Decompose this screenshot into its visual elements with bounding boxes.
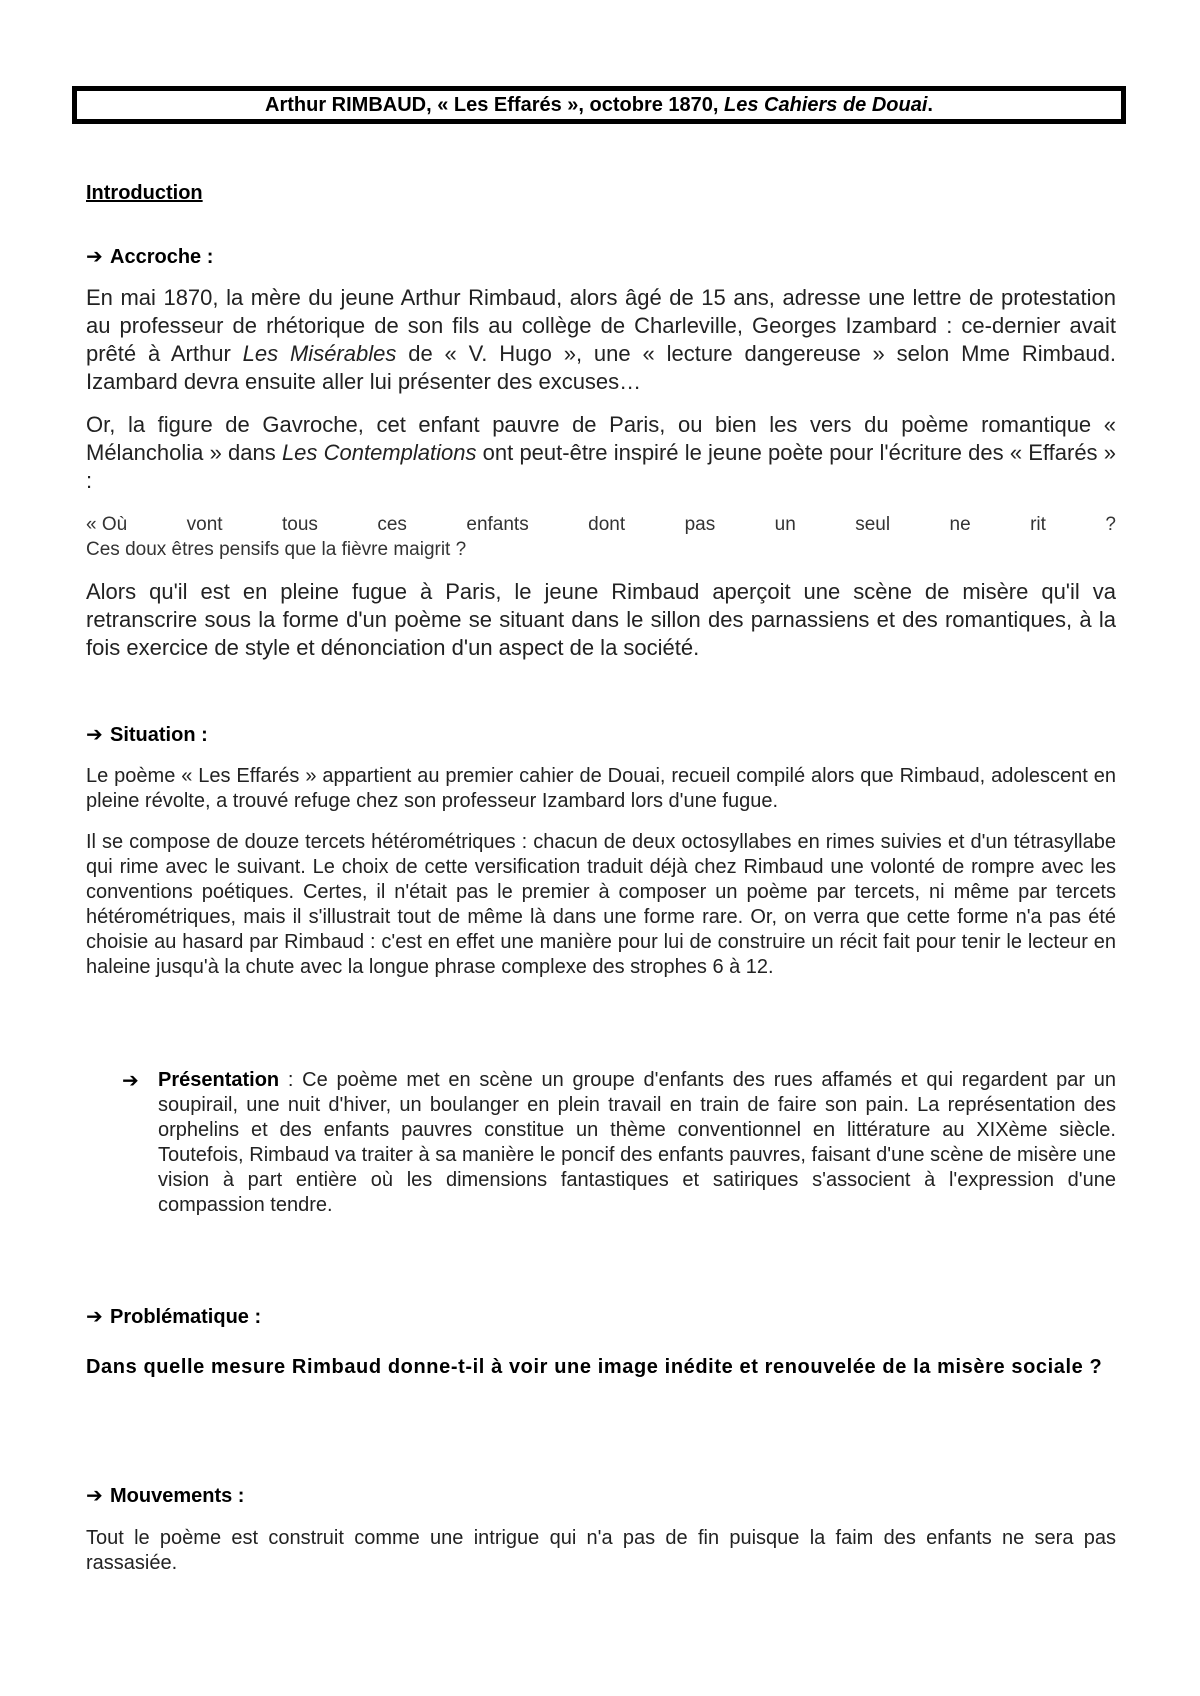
melancholia-quote xyxy=(86,512,1116,562)
quote-word: seul xyxy=(855,514,891,535)
quote-word: dont xyxy=(588,514,626,535)
accroche-heading-label: Accroche : xyxy=(110,246,214,268)
accroche-paragraph-2 xyxy=(86,411,1116,495)
quote-word: ? xyxy=(1105,514,1116,535)
mouvements-paragraph: Tout le poème est construit comme une intrigue qui n'a pas de fin puisque la faim des enfants ne sera pas rassasiée. xyxy=(86,1527,1116,1574)
arrow-right-icon: ➔ xyxy=(86,246,103,268)
accroche-p2-work: Les Contemplations xyxy=(281,440,477,465)
accroche-heading xyxy=(86,244,1116,269)
accroche-p1-end: de « V. Hugo », une « lecture dangereuse » selon Mme Rimbaud. Izambard devra ensuite aller lui présenter des excuses… xyxy=(86,341,1116,394)
quote-word: vont xyxy=(186,514,223,535)
introduction-heading: Introduction xyxy=(86,182,203,204)
quote-word: enfants xyxy=(466,514,529,535)
problematique-question: Dans quelle mesure Rimbaud donne-t-il à voir une image inédite et renouvelée de la misère sociale ? xyxy=(86,1356,1103,1378)
presentation-text xyxy=(158,1068,1116,1218)
accroche-paragraph-1 xyxy=(86,284,1116,396)
situation-heading-label: Situation : xyxy=(110,724,208,746)
quote-line-1 xyxy=(86,512,1116,537)
accroche-p2-end: ont peut-être inspiré le jeune poète pour l'écriture des « Effarés » : xyxy=(86,440,1116,493)
title-part1: Arthur RIMBAUD, « Les Effarés », octobre 1870, xyxy=(265,93,725,116)
quote-word: ces xyxy=(377,514,407,535)
accroche-p1-start: En mai 1870, la mère du jeune Arthur Rimbaud, alors âgé de 15 ans, adresse une lettre de protestation au professeur de rhétorique de son fils au collège de Charleville, Georges Izambard : ce-dernier avait prêté à Arthur xyxy=(86,285,1116,366)
problematique-heading-label: Problématique : xyxy=(110,1306,262,1328)
accroche-p2-start: Or, la figure de Gavroche, cet enfant pauvre de Paris, ou bien les vers du poème romantique « Mélancholia » dans xyxy=(86,412,1116,465)
accroche-p1-work: Les Misérables xyxy=(242,341,397,366)
title-end: . xyxy=(927,93,933,116)
arrow-right-icon: ➔ xyxy=(86,1306,103,1328)
arrow-right-icon: ➔ xyxy=(86,1485,103,1507)
accroche-paragraph-3: Alors qu'il est en pleine fugue à Paris, le jeune Rimbaud aperçoit une scène de misère qu'il va retranscrire sous la forme d'un poème se situant dans le sillon des parnassiens et des romantiques, à la fois exercice de style et dénonciation d'un aspect de la société. xyxy=(86,579,1116,660)
quote-word: rit xyxy=(1030,514,1046,535)
mouvements-heading-label: Mouvements : xyxy=(110,1485,245,1507)
arrow-right-icon: ➔ xyxy=(122,1070,139,1092)
presentation-body: : Ce poème met en scène un groupe d'enfants des rues affamés et qui regardent par un soupirail, une nuit d'hiver, un boulanger en plein travail en train de faire son pain. La représentation des orphelins et des enfants pauvres constitue un thème conventionnel en littérature au XIXème siècle. Toutefois, Rimbaud va traiter à sa manière le poncif des enfants pauvres, faisant d'une scène de misère une vision à part entière où les dimensions fantastiques et satiriques s'associent à l'expression d'une compassion tendre. xyxy=(158,1069,1116,1216)
mouvements-heading xyxy=(86,1483,1116,1508)
quote-word: « Où xyxy=(86,514,128,535)
quote-word: un xyxy=(774,514,796,535)
quote-word: ne xyxy=(949,514,971,535)
quote-word: tous xyxy=(282,514,318,535)
presentation-label: Présentation xyxy=(158,1069,280,1091)
situation-paragraph-1: Le poème « Les Effarés » appartient au premier cahier de Douai, recueil compilé alors que Rimbaud, adolescent en pleine révolte, a trouvé refuge chez son professeur Izambard lors d'une fugue. xyxy=(86,765,1116,812)
title-work: Les Cahiers de Douai xyxy=(724,93,928,116)
situation-heading xyxy=(86,722,1116,747)
title-text xyxy=(265,94,933,117)
document-title-box xyxy=(72,86,1126,124)
presentation-bullet xyxy=(122,1068,1116,1218)
problematique-heading xyxy=(86,1304,1116,1329)
quote-word: pas xyxy=(684,514,716,535)
quote-line-2: Ces doux êtres pensifs que la fièvre maigrit ? xyxy=(86,539,467,560)
situation-paragraph-2: Il se compose de douze tercets hétérométriques : chacun de deux octosyllabes en rimes suivies et d'un tétrasyllabe qui rime avec le suivant. Le choix de cette versification traduit déjà chez Rimbaud une volonté de rompre avec les conventions poétiques. Certes, il n'était pas le premier à composer un poème par tercets, ni même par tercets hétérométriques, mais il s'illustrait tout de même là dans une forme rare. Or, on verra que cette forme n'a pas été choisie au hasard par Rimbaud : c'est en effet une manière pour lui de construire un récit fait pour tenir le lecteur en haleine jusqu'à la chute avec la longue phrase complexe des strophes 6 à 12. xyxy=(86,831,1116,978)
arrow-right-icon: ➔ xyxy=(86,724,103,746)
